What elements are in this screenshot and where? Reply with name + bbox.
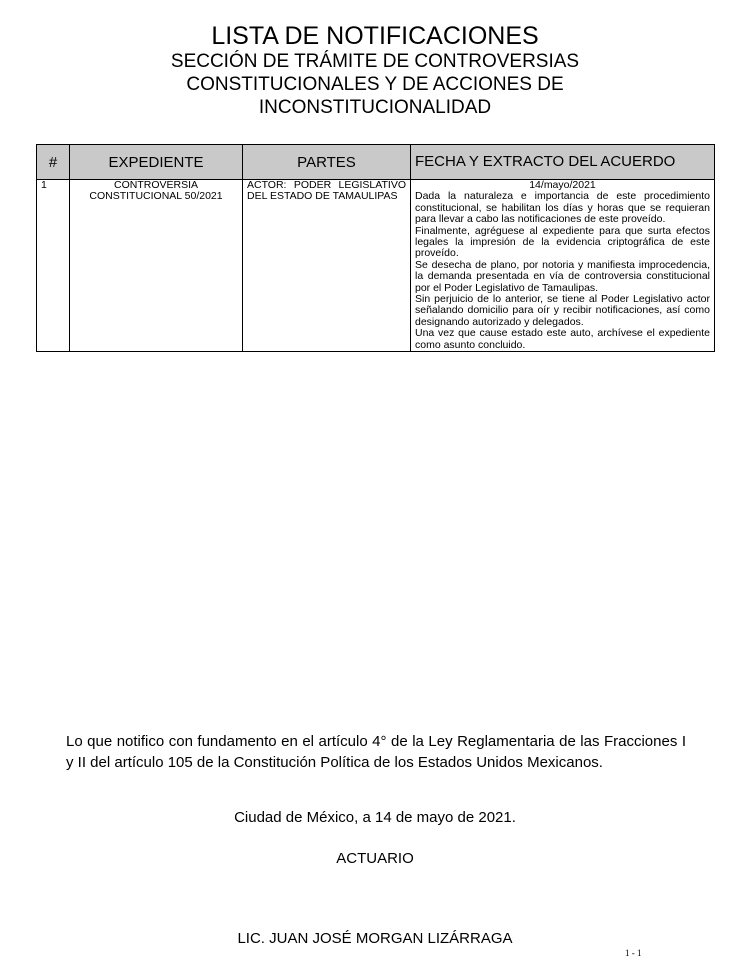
column-header-fecha-extracto: FECHA Y EXTRACTO DEL ACUERDO xyxy=(411,145,715,180)
table-header-row xyxy=(37,145,715,180)
document-title: LISTA DE NOTIFICACIONES xyxy=(211,22,539,50)
expediente-cell: CONTROVERSIA CONSTITUCIONAL 50/2021 xyxy=(70,180,243,352)
acuerdo-paragraph: Dada la naturaleza e importancia de este procedimiento constitucional, se habilitan los días y horas que se requieran para llevar a cabo las notificaciones de este proveído. xyxy=(415,190,710,226)
acuerdo-paragraph: Sin perjuicio de lo anterior, se tiene al Poder Legislativo actor señalando domicilio para oír y recibir notificaciones, así como designando autorizado y delegados. xyxy=(415,293,710,328)
section-subtitle-line-2: CONSTITUCIONALES Y DE ACCIONES DE xyxy=(186,74,564,95)
column-header-expediente: EXPEDIENTE xyxy=(70,145,243,180)
acuerdo-paragraph: Finalmente, agréguese al expediente para que surta efectos legales la impresión de la evidencia criptográfica de este proveído. xyxy=(415,224,710,260)
legal-basis-paragraph: Lo que notifico con fundamento en el artículo 4° de la Ley Reglamentaria de las Fracciones I y II del artículo 105 de la Constitución Política de los Estados Unidos Mexicanos. xyxy=(66,733,686,771)
table-row xyxy=(37,180,715,352)
row-number: 1 xyxy=(37,180,70,352)
signer-name: LIC. JUAN JOSÉ MORGAN LIZÁRRAGA xyxy=(237,930,513,947)
column-header-partes: PARTES xyxy=(243,145,411,180)
document-header xyxy=(0,22,750,119)
acuerdo-paragraph: Una vez que cause estado este auto, archívese el expediente como asunto concluido. xyxy=(415,327,710,351)
city-date: Ciudad de México, a 14 de mayo de 2021. xyxy=(234,809,516,826)
acuerdo-paragraph: Se desecha de plano, por notoria y manifiesta improcedencia, la demanda presentada en vía de controversia constitucional por el Poder Legislativo de Tamaulipas. xyxy=(415,258,710,294)
acuerdo-date: 14/mayo/2021 xyxy=(529,179,596,191)
notifications-table xyxy=(36,144,715,352)
page-number: 1 - 1 xyxy=(625,948,642,958)
signer-role: ACTUARIO xyxy=(336,850,414,867)
section-subtitle-line-3: INCONSTITUCIONALIDAD xyxy=(258,97,492,118)
section-subtitle-line-1: SECCIÓN DE TRÁMITE DE CONTROVERSIAS xyxy=(170,51,580,72)
acuerdo-cell xyxy=(411,180,715,352)
partes-cell: ACTOR: PODER LEGISLATIVO DEL ESTADO DE TAMAULIPAS xyxy=(243,180,411,352)
column-header-number: # xyxy=(37,145,70,180)
